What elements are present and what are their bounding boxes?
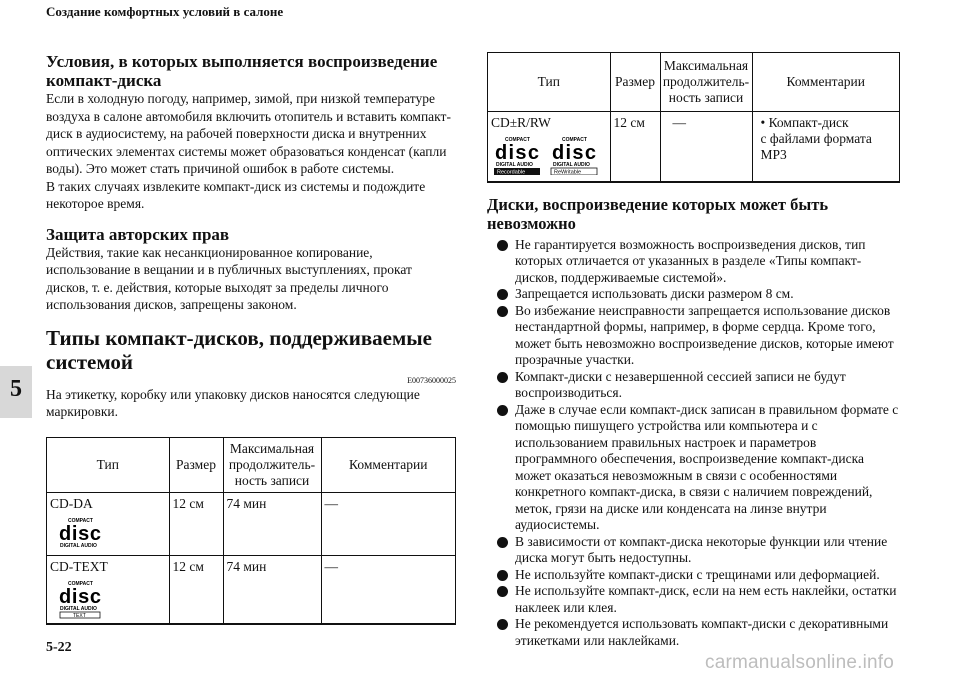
compact-disc-recordable-logo-icon — [493, 135, 541, 175]
bullet-dot-icon — [497, 586, 508, 597]
disc-duration: — — [660, 111, 752, 181]
list-item-text: Не используйте компакт-диск, если на нем есть наклейки, остатки наклеек или клея. — [515, 583, 897, 615]
right-column — [487, 52, 900, 649]
logo-disc-text: disc — [552, 141, 597, 164]
disc-comments: — — [321, 555, 455, 623]
col-header-duration: Максимальная продолжитель-ность записи — [223, 438, 321, 493]
bullet-dot-icon — [497, 289, 508, 300]
disc-duration: 74 мин — [223, 555, 321, 623]
logo-caption-text: Recordable — [497, 169, 526, 175]
disc-type-name: CD±R/RW — [491, 114, 551, 130]
list-item — [487, 286, 900, 303]
logo-digital-audio-text: DIGITAL AUDIO — [553, 161, 591, 168]
paragraph-remove-disc: В таких случаях извлеките компакт-диск из системы и подождите некоторое время. — [46, 178, 426, 211]
disc-comments-line2: с файлами формата MP3 — [760, 130, 872, 162]
col-header-type: Тип — [47, 438, 169, 493]
list-item-text: Не используйте компакт-диски с трещинами или деформацией. — [515, 566, 880, 582]
bullet-dot-icon — [497, 537, 508, 548]
compact-disc-logo-icon — [58, 516, 102, 552]
bullet-dot-icon — [497, 570, 508, 581]
disc-type-name: CD-DA — [50, 495, 93, 511]
bullet-dot-icon — [497, 240, 508, 251]
logo-disc-text: disc — [495, 141, 539, 164]
list-item — [487, 303, 900, 369]
list-item-text: Не гарантируется возможность воспроизведения дисков, тип которых отличается от указанных в разделе «Типы компакт-дисков, поддерживаемые системой». — [515, 236, 866, 285]
col-header-type: Тип — [488, 53, 610, 111]
section-title-unplayable-discs: Диски, воспроизведение которых может быть невозможно — [487, 194, 829, 233]
disc-types-table-right — [487, 52, 900, 183]
logo-digital-audio-text: DIGITAL AUDIO — [60, 605, 97, 612]
list-item-text: В зависимости от компакт-диска некоторые функции или чтение диска могут быть недоступны. — [515, 533, 888, 565]
col-header-comments: Комментарии — [752, 53, 899, 111]
chapter-tab — [0, 366, 32, 418]
list-item — [487, 402, 900, 534]
list-item-text: Во избежание неисправности запрещается использование дисков нестандартной формы, например, в форме сердца. Кроме того, может быть невозможно воспроизведение дисков, которые имеют прозрачные участки. — [515, 302, 894, 367]
unplayable-discs-list — [487, 237, 900, 650]
col-header-duration: Максимальная продолжитель-ность записи — [660, 53, 752, 111]
list-item — [487, 369, 900, 402]
col-header-size: Размер — [169, 438, 223, 493]
left-column — [46, 52, 456, 625]
paragraph-markings: На этикетку, коробку или упаковку дисков наносятся следующие маркировки. — [46, 386, 420, 419]
compact-disc-text-logo-icon — [58, 579, 102, 619]
disc-types-table-left — [46, 437, 456, 625]
disc-type-name: CD-TEXT — [50, 558, 108, 574]
logo-digital-audio-text: DIGITAL AUDIO — [496, 161, 533, 168]
bullet-dot-icon — [497, 619, 508, 630]
table-row — [47, 492, 455, 555]
bullet-dot-icon — [497, 306, 508, 317]
paragraph-copyright: Действия, такие как несанкционированное копирование, использование в вещании и в публичных выступлениях, прокат дисков, т. е. действия, которые выходят за пределы личного использования дисков, запрещены законом. — [46, 244, 412, 312]
logo-digital-audio-text: DIGITAL AUDIO — [60, 542, 97, 549]
logo-disc-text: disc — [59, 585, 101, 608]
logo-caption-text: ReWritable — [554, 169, 582, 175]
table-row — [47, 555, 455, 623]
list-item — [487, 583, 900, 616]
bullet-dot-icon — [497, 372, 508, 383]
disc-size: 12 см — [610, 111, 660, 181]
paragraph-condensation: Если в холодную погоду, например, зимой, при низкой температуре воздуха в салоне автомобиля включить отопитель и вставить компакт-диск в аудиосистему, на рабочей поверхности диска и внутренних оптических элементах системы может образоваться конденсат (капли воды). Это может стать причиной ошибок в работе системы. — [46, 91, 451, 176]
compact-disc-rewritable-logo-icon — [550, 135, 598, 175]
logo-compact-text: COMPACT — [68, 517, 93, 524]
disc-duration: 74 мин — [223, 492, 321, 555]
list-item — [487, 534, 900, 567]
disc-size: 12 см — [169, 492, 223, 555]
logo-compact-text: COMPACT — [68, 580, 93, 587]
list-item — [487, 616, 900, 649]
running-header: Создание комфортных условий в салоне — [46, 4, 284, 19]
page-number: 5-22 — [46, 640, 72, 655]
disc-size: 12 см — [169, 555, 223, 623]
chapter-number: 5 — [10, 376, 22, 402]
logo-disc-text: disc — [59, 522, 101, 545]
section-title-supported-discs: Типы компакт-дисков, поддерживаемые системой — [46, 325, 432, 374]
list-item-text: Запрещается использовать диски размером 8 см. — [515, 286, 794, 301]
list-item — [487, 237, 900, 287]
document-code: E00736000025 — [407, 375, 456, 385]
table-row — [488, 111, 899, 181]
list-item-text: Компакт-диски с незавершенной сессией записи не будут воспроизводиться. — [515, 368, 846, 400]
list-item-text: Не рекомендуется использовать компакт-диски с декоративными этикетками или наклейками. — [515, 616, 889, 648]
section-title-copyright: Защита авторских прав — [46, 224, 230, 244]
bullet-dot-icon — [497, 405, 508, 416]
col-header-size: Размер — [610, 53, 660, 111]
section-title-playback-conditions: Условия, в которых выполняется воспроизведение компакт-диска — [46, 52, 438, 90]
logo-caption-text: TEXT — [73, 612, 86, 619]
list-item-text: Даже в случае если компакт-диск записан в правильном формате с помощью пишущего устройства или компьютера и с использованием правильных настроек и параметров программного обеспечения, воспроизведение компакт-диска может оказаться невозможным в связи с особенностями конкретного компакт-диска, в связи с наличием повреждений, меток, грязи на диске или конденсата на линзе внутри аудиосистемы. — [515, 401, 899, 532]
disc-comments: — — [321, 492, 455, 555]
logo-compact-text: COMPACT — [562, 136, 588, 143]
col-header-comments: Комментарии — [321, 438, 455, 493]
watermark: carmanualsonline.info — [705, 652, 895, 673]
list-item — [487, 567, 900, 584]
disc-comments-line1: • Компакт-диск — [760, 114, 849, 130]
logo-compact-text: COMPACT — [505, 136, 530, 143]
